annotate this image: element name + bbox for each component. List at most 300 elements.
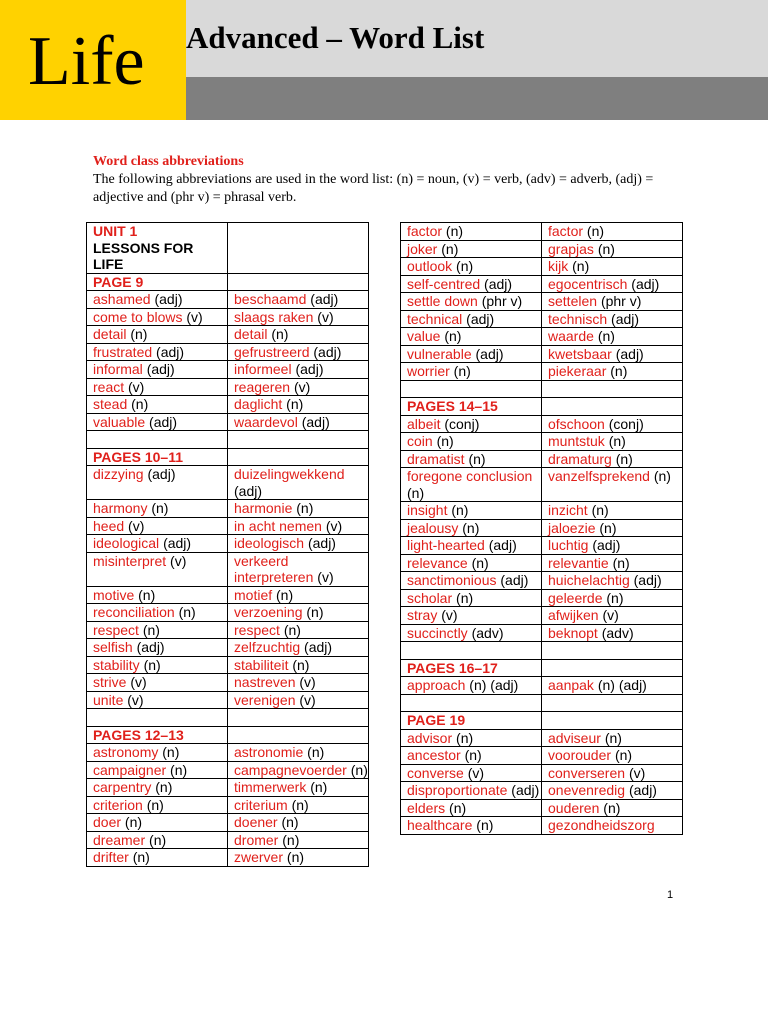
word-row: [401, 223, 683, 241]
dutch-cell: [228, 691, 369, 709]
english-cell: [401, 415, 542, 433]
english-word: succinctly: [407, 624, 468, 641]
section-row: [87, 273, 369, 291]
word-class: (adj): [307, 535, 336, 551]
word-row: [401, 729, 683, 747]
word-class: (n): [606, 589, 624, 606]
blank-row: [401, 380, 683, 398]
word-class: (n) (adj): [469, 677, 519, 693]
dutch-cell: [542, 275, 683, 293]
english-cell: [401, 519, 542, 537]
english-word: unite: [93, 691, 124, 708]
dutch-translation: stabiliteit: [234, 656, 289, 673]
english-word: disproportionate: [407, 782, 508, 798]
english-cell: [401, 275, 542, 293]
word-class: (n): [591, 502, 609, 518]
word-class: (conj): [444, 415, 480, 432]
english-word: technical: [407, 310, 463, 327]
dutch-translation: grapjas: [548, 240, 594, 257]
word-row: [87, 535, 369, 553]
dutch-translation: criterium: [234, 796, 288, 813]
dutch-translation: afwijken: [548, 607, 599, 623]
english-word: drifter: [93, 849, 129, 865]
english-cell: [87, 448, 228, 466]
english-word: strive: [93, 674, 127, 690]
word-class: (v): [128, 378, 145, 395]
word-class: (n): [281, 814, 299, 830]
word-row: [401, 554, 683, 572]
section-heading: PAGES 16–17: [407, 659, 498, 676]
word-class: (n): [444, 328, 462, 344]
word-class: (v): [317, 308, 334, 325]
dutch-translation: ideologisch: [234, 535, 305, 551]
word-class: (n): [572, 258, 590, 274]
word-class: (v): [317, 569, 334, 585]
english-cell: [87, 343, 228, 361]
dutch-cell: [542, 415, 683, 433]
english-word: dizzying: [93, 466, 144, 482]
dutch-translation: geleerde: [548, 589, 603, 606]
english-word: heed: [93, 517, 125, 534]
word-class: (n): [138, 586, 156, 603]
english-cell: [87, 552, 228, 586]
word-row: [401, 328, 683, 346]
word-class: (n): [476, 817, 494, 833]
dutch-cell: [228, 639, 369, 657]
word-class: (n) (adj): [597, 677, 647, 693]
english-word: advisor: [407, 729, 453, 746]
word-class: (v): [628, 764, 646, 781]
dutch-translation: dramaturg: [548, 450, 612, 467]
word-row: [87, 586, 369, 604]
blank-row: [401, 694, 683, 712]
dutch-cell: [542, 589, 683, 607]
word-class: (n): [151, 500, 169, 516]
english-cell: [401, 537, 542, 555]
english-cell: [87, 831, 228, 849]
word-class: (n): [124, 814, 143, 830]
word-row: [87, 361, 369, 379]
word-class: (n): [615, 450, 633, 467]
dutch-translation: timmerwerk: [234, 779, 307, 795]
dutch-cell: [542, 293, 683, 311]
dutch-cell: [542, 468, 683, 502]
dutch-translation: astronomie: [234, 744, 304, 760]
word-row: [401, 537, 683, 555]
section-heading: PAGE 19: [407, 712, 466, 728]
word-row: [401, 519, 683, 537]
word-row: [87, 674, 369, 692]
unit-number: UNIT 1: [93, 223, 138, 239]
english-cell: [87, 744, 228, 762]
word-class: (v): [293, 378, 311, 395]
english-word: approach: [407, 677, 466, 693]
english-cell: [401, 398, 542, 416]
word-class: (adj): [149, 413, 178, 430]
word-class: (v): [325, 517, 343, 534]
dutch-cell: [542, 258, 683, 276]
word-class: (n): [142, 621, 160, 638]
dutch-translation: huichelachtig: [548, 572, 630, 588]
word-class: (n): [170, 761, 188, 778]
word-class: (n): [155, 779, 173, 795]
dutch-translation: beknopt: [548, 624, 598, 641]
dutch-translation: reageren: [234, 378, 291, 395]
word-class: (n): [286, 396, 304, 412]
english-word: foregone conclusion: [407, 468, 533, 484]
word-row: [87, 831, 369, 849]
word-class: (n): [271, 326, 289, 342]
english-cell: [401, 554, 542, 572]
dutch-cell: [228, 448, 369, 466]
unit-heading: [93, 223, 227, 273]
english-cell: [401, 694, 542, 712]
word-class: (n): [456, 729, 474, 746]
word-class: (adj): [136, 639, 165, 655]
english-word: motive: [93, 586, 135, 603]
english-cell: [87, 326, 228, 344]
dutch-cell: [228, 413, 369, 431]
word-row: [401, 572, 683, 590]
word-class: (n): [436, 433, 454, 449]
dutch-cell: [228, 761, 369, 779]
word-class: (n): [445, 223, 464, 239]
dutch-cell: [228, 726, 369, 744]
word-class: (v): [602, 607, 619, 623]
word-class: (adj): [466, 310, 495, 327]
word-row: [87, 291, 369, 309]
english-cell: [87, 656, 228, 674]
dutch-cell: [228, 796, 369, 814]
english-cell: [401, 659, 542, 677]
dutch-cell: [542, 747, 683, 765]
dutch-cell: [542, 380, 683, 398]
word-class: (n): [603, 799, 621, 816]
word-row: [87, 761, 369, 779]
english-cell: [87, 691, 228, 709]
word-class: (n): [599, 519, 617, 536]
dutch-cell: [542, 817, 683, 835]
word-class: (n): [612, 554, 630, 571]
word-class: (n): [604, 729, 622, 746]
english-cell: [401, 712, 542, 730]
word-row: [401, 293, 683, 311]
dutch-translation: detail: [234, 326, 268, 342]
english-word: carpentry: [93, 779, 152, 795]
word-row: [87, 744, 369, 762]
english-cell: [87, 431, 228, 449]
word-class: (n): [310, 779, 328, 795]
dutch-cell: [228, 308, 369, 326]
english-cell: [401, 363, 542, 381]
word-row: [401, 363, 683, 381]
dutch-translation: factor: [548, 223, 584, 239]
dutch-cell: [542, 310, 683, 328]
english-cell: [401, 293, 542, 311]
english-cell: [401, 589, 542, 607]
dutch-translation: technisch: [548, 310, 608, 327]
english-cell: [401, 310, 542, 328]
english-cell: [87, 466, 228, 500]
word-class: (adj): [500, 572, 529, 588]
word-class: (n): [291, 796, 309, 813]
english-cell: [87, 413, 228, 431]
english-word: come to blows: [93, 308, 183, 325]
dutch-translation: campagnevoerder: [234, 761, 347, 778]
word-class: (v): [441, 607, 458, 623]
dutch-cell: [228, 396, 369, 414]
dutch-cell: [542, 572, 683, 590]
word-row: [87, 849, 369, 867]
dutch-cell: [542, 223, 683, 241]
word-row: [401, 275, 683, 293]
english-cell: [401, 240, 542, 258]
dutch-translation: nastreven: [234, 674, 296, 690]
word-class: (adj): [592, 537, 621, 553]
english-word: settle down: [407, 293, 478, 309]
english-cell: [87, 291, 228, 309]
dutch-cell: [542, 398, 683, 416]
word-class: (n): [146, 796, 164, 813]
english-word: informal: [93, 361, 143, 377]
word-class: (adj): [313, 343, 342, 360]
word-class: (v): [128, 517, 145, 534]
dutch-translation: gefrustreerd: [234, 343, 310, 360]
english-word: healthcare: [407, 817, 473, 833]
dutch-translation: harmonie: [234, 500, 293, 516]
word-class: (v): [467, 764, 485, 781]
section-heading: PAGES 12–13: [93, 726, 184, 743]
word-row: [401, 433, 683, 451]
word-class: (n): [143, 656, 161, 673]
dutch-cell: [542, 799, 683, 817]
english-word: sanctimonious: [407, 572, 497, 588]
english-cell: [401, 642, 542, 660]
word-class: (adj): [611, 310, 640, 327]
word-list-table-right: [400, 222, 683, 835]
dutch-translation: gezondheidszorg: [548, 817, 655, 833]
dutch-cell: [542, 607, 683, 625]
dutch-translation: kwetsbaar: [548, 345, 612, 362]
logo-text: Life: [28, 23, 145, 100]
dutch-cell: [228, 656, 369, 674]
dutch-translation: converseren: [548, 764, 626, 781]
word-row: [87, 326, 369, 344]
dutch-cell: [228, 517, 369, 535]
word-class: (adj): [488, 537, 517, 553]
word-class: (n): [306, 604, 324, 620]
english-word: scholar: [407, 589, 453, 606]
blank-row: [87, 431, 369, 449]
word-class: (adj): [146, 361, 175, 377]
english-cell: [87, 674, 228, 692]
dutch-cell: [228, 223, 369, 274]
english-word: coin: [407, 433, 433, 449]
word-class: (n): [441, 240, 459, 257]
dutch-translation: ofschoon: [548, 415, 605, 432]
word-class: (adv): [601, 624, 634, 641]
word-row: [87, 396, 369, 414]
dutch-translation: zwerver: [234, 849, 284, 865]
word-class: (n): [282, 831, 300, 848]
dutch-cell: [542, 554, 683, 572]
section-heading: PAGES 10–11: [93, 448, 184, 465]
dutch-translation: verenigen: [234, 691, 296, 708]
english-word: stability: [93, 656, 140, 673]
dutch-cell: [228, 326, 369, 344]
english-word: value: [407, 328, 441, 344]
english-word: valuable: [93, 413, 146, 430]
english-cell: [401, 607, 542, 625]
word-class: (n): [276, 586, 294, 603]
word-class: (adj): [633, 572, 662, 588]
word-class: (n): [162, 744, 180, 760]
word-row: [401, 782, 683, 800]
word-class: (n): [350, 761, 368, 778]
dutch-cell: [228, 552, 369, 586]
english-cell: [401, 502, 542, 520]
word-class: (n): [178, 604, 196, 620]
dutch-cell: [542, 624, 683, 642]
dutch-cell: [228, 621, 369, 639]
word-class: (v): [299, 674, 316, 690]
word-row: [401, 799, 683, 817]
dutch-cell: [542, 764, 683, 782]
word-row: [401, 258, 683, 276]
english-cell: [87, 396, 228, 414]
word-class: (n): [292, 656, 310, 673]
english-word: self-centred: [407, 275, 481, 292]
english-cell: [401, 677, 542, 695]
english-cell: [87, 709, 228, 727]
dutch-cell: [542, 642, 683, 660]
english-word: light-hearted: [407, 537, 485, 553]
dutch-cell: [228, 273, 369, 291]
word-class: (adj): [295, 361, 324, 377]
english-cell: [401, 328, 542, 346]
word-class: (n): [449, 799, 467, 816]
word-row: [87, 413, 369, 431]
dutch-cell: [228, 535, 369, 553]
word-row: [401, 817, 683, 835]
word-class: (n): [614, 747, 633, 763]
word-row: [87, 552, 369, 586]
dutch-translation: daglicht: [234, 396, 283, 412]
word-class: (n): [464, 747, 482, 763]
english-cell: [87, 796, 228, 814]
english-word: converse: [407, 764, 464, 781]
word-class: (adj): [475, 345, 504, 362]
english-word: misinterpret: [93, 552, 167, 569]
dutch-cell: [228, 378, 369, 396]
word-class: (n): [307, 744, 325, 760]
english-cell: [87, 849, 228, 867]
dutch-cell: [542, 729, 683, 747]
english-cell: [87, 378, 228, 396]
word-row: [401, 677, 683, 695]
word-class: (n): [456, 589, 474, 606]
word-class: (adj): [156, 343, 185, 360]
english-cell: [87, 223, 228, 274]
dutch-cell: [542, 712, 683, 730]
dutch-translation: informeel: [234, 361, 292, 377]
word-class: (adj): [147, 466, 176, 482]
english-cell: [87, 500, 228, 518]
english-word: ideological: [93, 535, 160, 551]
word-class: (adj): [631, 275, 660, 292]
blank-row: [87, 709, 369, 727]
word-row: [401, 240, 683, 258]
dutch-cell: [228, 361, 369, 379]
word-class: (n): [453, 363, 471, 379]
word-row: [401, 747, 683, 765]
english-word: criterion: [93, 796, 143, 813]
page-number: 1: [667, 889, 674, 901]
word-class: (n): [130, 326, 148, 342]
word-row: [87, 779, 369, 797]
dutch-cell: [542, 433, 683, 451]
word-class: (adj): [615, 345, 644, 362]
word-class: (n): [586, 223, 605, 239]
dutch-cell: [228, 431, 369, 449]
english-word: respect: [93, 621, 139, 638]
word-class: (n): [407, 484, 425, 501]
dutch-translation: vanzelfsprekend: [548, 468, 650, 484]
english-cell: [401, 380, 542, 398]
dutch-cell: [228, 466, 369, 500]
word-class: (n): [132, 849, 150, 865]
word-class: (n): [149, 831, 167, 848]
english-cell: [87, 814, 228, 832]
english-word: jealousy: [407, 519, 459, 536]
english-cell: [401, 450, 542, 468]
english-word: albeit: [407, 415, 441, 432]
dutch-translation: slaags raken: [234, 308, 314, 325]
dutch-cell: [542, 677, 683, 695]
word-row: [401, 310, 683, 328]
english-word: detail: [93, 326, 127, 342]
english-cell: [87, 779, 228, 797]
word-row: [87, 639, 369, 657]
word-class: (n): [451, 502, 469, 518]
english-cell: [87, 621, 228, 639]
word-class: (v): [299, 691, 316, 708]
dutch-translation: egocentrisch: [548, 275, 628, 292]
word-class: (v): [127, 691, 144, 708]
word-class: (n): [131, 396, 149, 412]
dutch-translation: respect: [234, 621, 280, 638]
section-row: [87, 448, 369, 466]
english-cell: [401, 258, 542, 276]
word-row: [87, 466, 369, 500]
word-class: (n): [597, 328, 615, 344]
dutch-cell: [228, 849, 369, 867]
word-row: [87, 656, 369, 674]
word-class: (n): [283, 621, 301, 638]
english-word: ashamed: [93, 291, 151, 307]
dutch-translation: luchtig: [548, 537, 589, 553]
dutch-cell: [542, 363, 683, 381]
word-row: [401, 607, 683, 625]
word-row: [87, 343, 369, 361]
word-row: [87, 814, 369, 832]
dutch-translation: adviseur: [548, 729, 601, 746]
dutch-translation: zelfzuchtig: [234, 639, 301, 655]
word-row: [401, 589, 683, 607]
abbreviations-text: The following abbreviations are used in the word list: (n) = noun, (v) = verb, (adv) = adverb, (adj) = adjective and (phr v) = phrasal verb.: [93, 172, 654, 205]
english-cell: [87, 361, 228, 379]
english-cell: [401, 782, 542, 800]
